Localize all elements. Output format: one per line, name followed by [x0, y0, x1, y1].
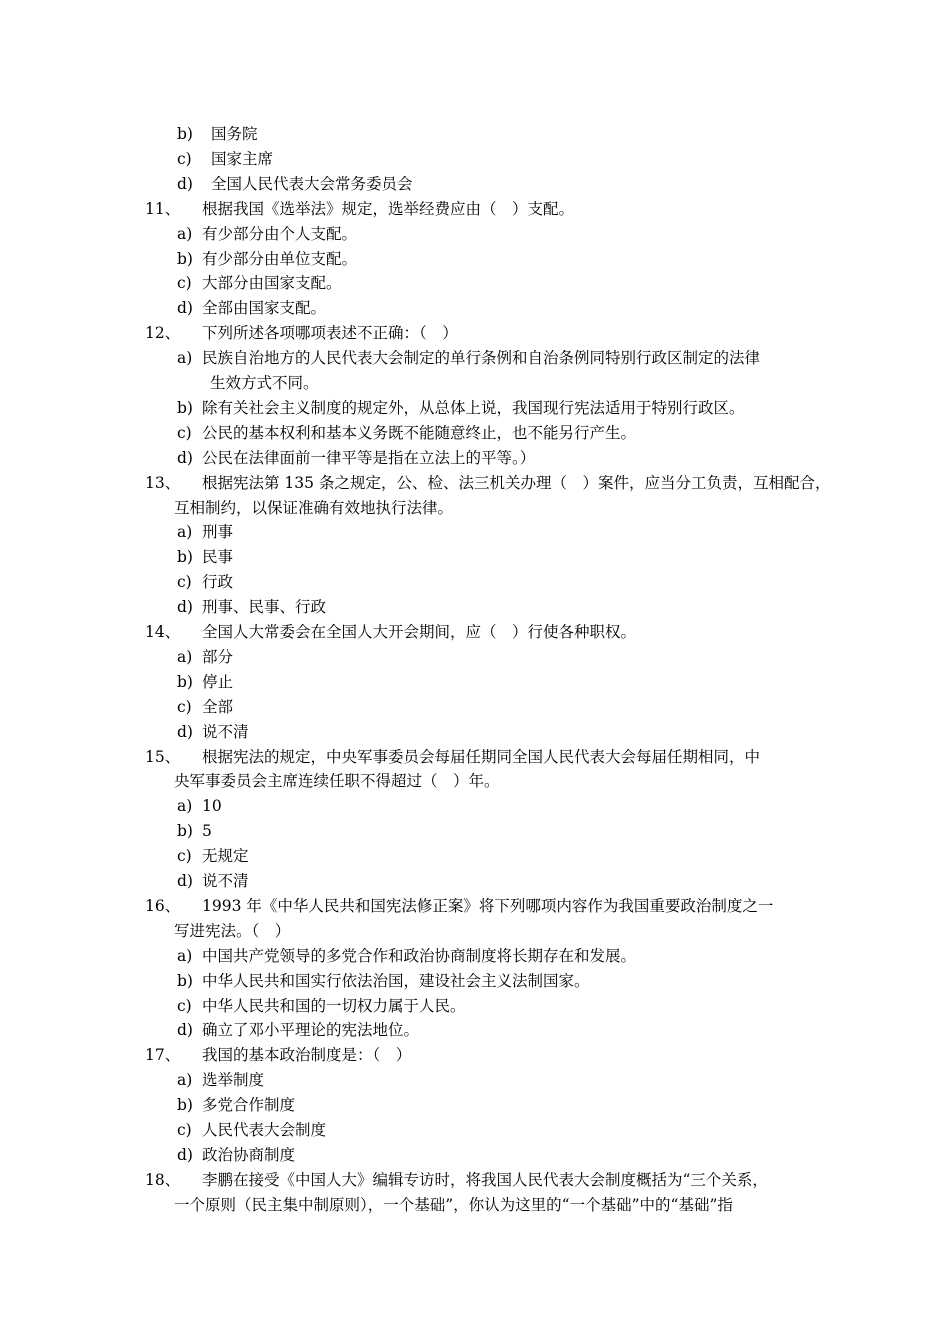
option-text: 5: [202, 822, 212, 841]
option-text: 刑事: [202, 523, 234, 542]
option-label: b): [177, 548, 193, 567]
question-text: 写进宪法。（ ）: [174, 921, 291, 940]
option-text: 全部: [202, 697, 234, 716]
option-label: b): [177, 971, 193, 990]
option-label: c): [177, 274, 192, 293]
question-number: 15、: [145, 747, 181, 766]
option-text: 除有关社会主义制度的规定外，从总体上说，我国现行宪法适用于特别行政区。: [202, 398, 745, 417]
question-number: 12、: [145, 324, 181, 343]
question-text: 1993 年《中华人民共和国宪法修正案》将下列哪项内容作为我国重要政治制度之一: [202, 896, 774, 915]
option-label: c): [177, 1121, 192, 1139]
option-text: 全国人民代表大会常务委员会: [211, 174, 413, 193]
question-text: 全国人大常委会在全国人大开会期间，应（ ）行使各种职权。: [202, 623, 637, 641]
option-label: d): [177, 598, 193, 617]
question-text: 根据宪法的规定，中央军事委员会每届任期同全国人民代表大会每届任期相同，中: [202, 747, 761, 766]
question-number: 18、: [145, 1170, 181, 1189]
option-label: b): [177, 398, 193, 417]
option-text: 政治协商制度: [202, 1145, 296, 1164]
option-text: 生效方式不同。: [210, 374, 319, 392]
option-text: 有少部分由个人支配。: [202, 224, 358, 243]
option-text: 国务院: [211, 125, 258, 143]
option-label: b): [177, 822, 193, 841]
question-number: 14、: [145, 623, 181, 641]
option-label: d): [177, 1021, 193, 1040]
option-label: c): [177, 847, 192, 866]
option-label: c): [177, 149, 192, 168]
option-text: 无规定: [202, 847, 249, 866]
option-text: 部分: [202, 647, 234, 666]
option-label: c): [177, 423, 192, 442]
option-label: a): [177, 1071, 193, 1090]
question-number: 13、: [145, 473, 181, 492]
option-text: 多党合作制度: [202, 1096, 296, 1115]
option-label: a): [177, 349, 193, 368]
option-label: a): [177, 647, 193, 666]
option-text: 停止: [202, 672, 234, 691]
question-text: 我国的基本政治制度是：（ ）: [202, 1046, 412, 1065]
option-label: d): [177, 1145, 193, 1164]
question-text: 根据我国《选举法》规定，选举经费应由（ ）支配。: [202, 199, 575, 218]
option-label: c): [177, 697, 192, 716]
option-label: a): [177, 946, 193, 965]
question-text: 根据宪法第 135 条之规定，公、检、法三机关办理（ ）案件，应当分工负责，互相配合，: [202, 473, 831, 492]
option-label: d): [177, 174, 193, 193]
option-text: 中华人民共和国实行依法治国，建设社会主义法制国家。: [202, 971, 590, 990]
question-text: 下列所述各项哪项表述不正确：（ ）: [202, 324, 458, 343]
option-text: 行政: [202, 573, 234, 592]
option-label: c): [177, 573, 192, 592]
option-text: 说不清: [202, 872, 249, 890]
option-text: 选举制度: [202, 1071, 265, 1090]
option-text: 大部分由国家支配。: [202, 274, 342, 293]
question-number: 11、: [145, 199, 181, 218]
question-number: 16、: [145, 896, 181, 915]
option-text: 确立了邓小平理论的宪法地位。: [202, 1021, 420, 1040]
option-text: 10: [202, 797, 222, 816]
question-text: 互相制约，以保证准确有效地执行法律。: [174, 498, 454, 517]
option-text: 中国共产党领导的多党合作和政治协商制度将长期存在和发展。: [202, 946, 637, 965]
option-text: 有少部分由单位支配。: [202, 249, 358, 268]
option-label: d): [177, 872, 193, 890]
option-text: 国家主席: [211, 149, 274, 168]
option-label: a): [177, 797, 193, 816]
option-text: 人民代表大会制度: [202, 1121, 327, 1139]
option-text: 公民的基本权利和基本义务既不能随意终止，也不能另行产生。: [202, 423, 637, 442]
option-text: 民族自治地方的人民代表大会制定的单行条例和自治条例同特别行政区制定的法律: [202, 349, 761, 368]
option-label: b): [177, 249, 193, 268]
option-label: a): [177, 224, 193, 243]
question-text: 一个原则（民主集中制原则），一个基础”，你认为这里的“一个基础”中的“基础”指: [174, 1195, 733, 1214]
option-label: d): [177, 448, 193, 467]
option-label: b): [177, 125, 193, 143]
option-label: d): [177, 299, 193, 318]
option-label: b): [177, 1096, 193, 1115]
option-label: a): [177, 523, 193, 542]
option-label: d): [177, 722, 193, 741]
option-text: 全部由国家支配。: [202, 299, 327, 318]
option-text: 民事: [202, 548, 234, 567]
question-text: 央军事委员会主席连续任职不得超过（ ）年。: [174, 772, 500, 791]
option-label: b): [177, 672, 193, 691]
option-text: 公民在法律面前一律平等是指在立法上的平等。）: [202, 448, 536, 467]
option-text: 说不清: [202, 722, 249, 741]
option-text: 刑事、民事、行政: [202, 598, 327, 617]
option-text: 中华人民共和国的一切权力属于人民。: [202, 996, 466, 1015]
option-label: c): [177, 996, 192, 1015]
question-number: 17、: [145, 1046, 181, 1065]
question-text: 李鹏在接受《中国人大》编辑专访时，将我国人民代表大会制度概括为“三个关系，: [202, 1170, 768, 1189]
